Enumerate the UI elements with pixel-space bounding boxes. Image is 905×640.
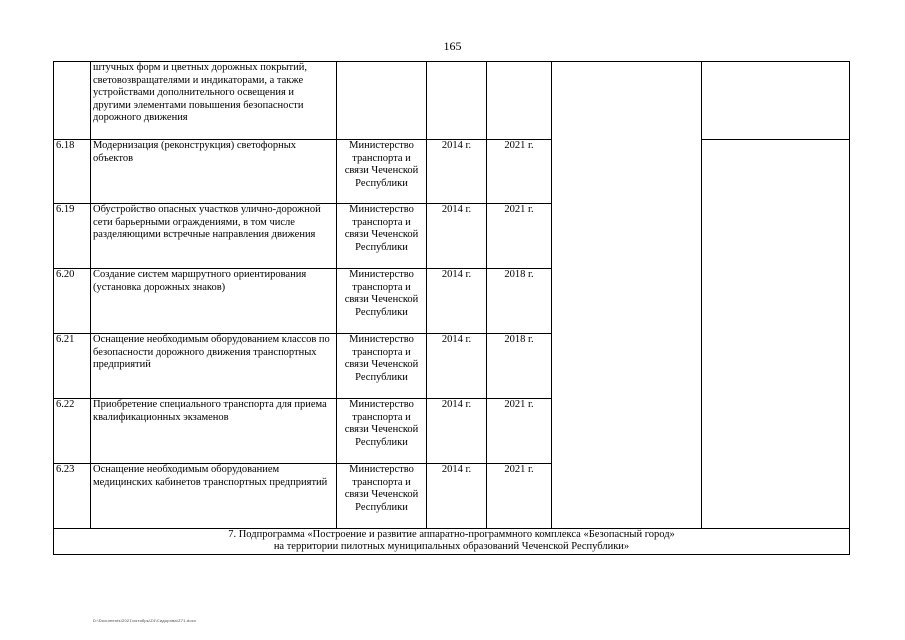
document-file-path: D:\Documents\2021\октябрь\Z4\Сидорова\Z71.docx xyxy=(93,618,197,623)
start-year-cell: 2014 г. xyxy=(427,399,487,464)
start-year-cell: 2014 г. xyxy=(427,269,487,334)
measure-name-cell: Оснащение необходимым оборудованием медицинских кабинетов транспортных предприятий xyxy=(91,464,337,529)
measure-name-cell: Обустройство опасных участков улично-дорожной сети барьерными ограждениями, в том числе разделяющими встречные направления движения xyxy=(91,204,337,269)
end-year-cell: 2018 г. xyxy=(487,269,552,334)
executor-cell: Министерство транспорта и связи Чеченской Республики xyxy=(337,204,427,269)
subprogram-heading-line2: на территории пилотных муниципальных образований Чеченской Республики» xyxy=(273,541,630,552)
executor-cell xyxy=(337,62,427,140)
row-number-cell: 6.21 xyxy=(54,334,91,399)
end-year-cell xyxy=(487,62,552,140)
indicator-cell xyxy=(702,140,850,529)
row-number-cell: 6.18 xyxy=(54,140,91,204)
subprogram-heading-row xyxy=(54,529,850,555)
end-year-cell: 2021 г. xyxy=(487,204,552,269)
executor-cell: Министерство транспорта и связи Чеченской Республики xyxy=(337,140,427,204)
row-number-cell xyxy=(54,62,91,140)
row-number-cell: 6.20 xyxy=(54,269,91,334)
end-year-cell: 2021 г. xyxy=(487,399,552,464)
row-number-cell: 6.19 xyxy=(54,204,91,269)
measure-name-cell: Оснащение необходимым оборудованием классов по безопасности дорожного движения транспортных предприятий xyxy=(91,334,337,399)
measure-name-cell: Модернизация (реконструкция) светофорных объектов xyxy=(91,140,337,204)
executor-cell: Министерство транспорта и связи Чеченской Республики xyxy=(337,269,427,334)
executor-cell: Министерство транспорта и связи Чеченской Республики xyxy=(337,334,427,399)
measure-name-cell: Создание систем маршрутного ориентирования (установка дорожных знаков) xyxy=(91,269,337,334)
executor-cell: Министерство транспорта и связи Чеченской Республики xyxy=(337,399,427,464)
measure-name-cell: штучных форм и цветных дорожных покрытий, световозвращателями и индикаторами, а также устройствами дополнительного освещения и другими элементами повышения безопасности дорожного движения xyxy=(91,62,337,140)
measures-table xyxy=(53,61,850,555)
executor-cell: Министерство транспорта и связи Чеченской Республики xyxy=(337,464,427,529)
subprogram-heading xyxy=(54,529,850,555)
row-number-cell: 6.22 xyxy=(54,399,91,464)
table-row-continuation xyxy=(54,62,850,140)
end-year-cell: 2021 г. xyxy=(487,140,552,204)
start-year-cell: 2014 г. xyxy=(427,334,487,399)
start-year-cell xyxy=(427,62,487,140)
subprogram-heading-line1: 7. Подпрограмма «Построение и развитие аппаратно-программного комплекса «Безопасный город» xyxy=(228,529,675,540)
start-year-cell: 2014 г. xyxy=(427,464,487,529)
merged-info-cell xyxy=(552,62,702,529)
start-year-cell: 2014 г. xyxy=(427,204,487,269)
start-year-cell: 2014 г. xyxy=(427,140,487,204)
row-number-cell: 6.23 xyxy=(54,464,91,529)
indicator-cell xyxy=(702,62,850,140)
end-year-cell: 2018 г. xyxy=(487,334,552,399)
measure-name-cell: Приобретение специального транспорта для приема квалификационных экзаменов xyxy=(91,399,337,464)
table-row xyxy=(54,140,850,204)
page-number: 165 xyxy=(443,39,462,53)
end-year-cell: 2021 г. xyxy=(487,464,552,529)
